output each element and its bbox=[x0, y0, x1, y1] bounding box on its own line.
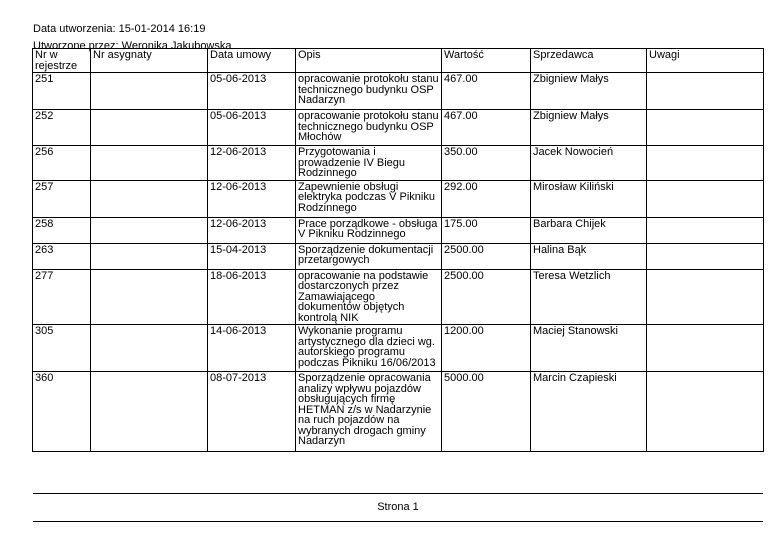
col-header-asygnata: Nr asygnaty bbox=[91, 49, 208, 73]
table-row bbox=[33, 110, 764, 146]
cell-uwagi bbox=[647, 110, 764, 146]
cell-asygnata bbox=[91, 180, 208, 217]
cell-wartosc: 2500.00 bbox=[442, 243, 531, 269]
cell-wartosc: 292.00 bbox=[442, 180, 531, 217]
cell-uwagi bbox=[647, 325, 764, 372]
cell-uwagi bbox=[647, 269, 764, 325]
col-header-sprzedawca: Sprzedawca bbox=[531, 49, 647, 73]
cell-wartosc: 467.00 bbox=[442, 110, 531, 146]
cell-nr: 258 bbox=[33, 217, 91, 243]
cell-wartosc: 5000.00 bbox=[442, 372, 531, 452]
cell-uwagi bbox=[647, 180, 764, 217]
cell-asygnata bbox=[91, 372, 208, 452]
cell-data: 18-06-2013 bbox=[208, 269, 296, 325]
cell-nr: 305 bbox=[33, 325, 91, 372]
cell-sprzedawca: Maciej Stanowski bbox=[531, 325, 647, 372]
cell-nr: 257 bbox=[33, 180, 91, 217]
footer-bottom-rule bbox=[33, 521, 763, 522]
cell-uwagi bbox=[647, 217, 764, 243]
cell-data: 08-07-2013 bbox=[208, 372, 296, 452]
cell-sprzedawca: Barbara Chijek bbox=[531, 217, 647, 243]
cell-sprzedawca: Mirosław Kiliński bbox=[531, 180, 647, 217]
cell-sprzedawca: Jacek Nowocień bbox=[531, 146, 647, 181]
table-row bbox=[33, 243, 764, 269]
col-header-nr: Nr w rejestrze bbox=[33, 49, 91, 73]
cell-asygnata bbox=[91, 217, 208, 243]
cell-data: 12-06-2013 bbox=[208, 217, 296, 243]
cell-opis: Wykonanie programu artystycznego dla dzieci wg. autorskiego programu podczas Pikniku 16/06/2013 bbox=[296, 325, 442, 372]
cell-nr: 256 bbox=[33, 146, 91, 181]
cell-uwagi bbox=[647, 372, 764, 452]
cell-sprzedawca: Zbigniew Małys bbox=[531, 110, 647, 146]
table-row bbox=[33, 180, 764, 217]
footer-top-rule bbox=[33, 493, 763, 494]
col-header-data: Data umowy bbox=[208, 49, 296, 73]
cell-data: 15-04-2013 bbox=[208, 243, 296, 269]
col-header-opis: Opis bbox=[296, 49, 442, 73]
cell-nr: 277 bbox=[33, 269, 91, 325]
cell-opis: Sporządzenie dokumentacji przetargowych bbox=[296, 243, 442, 269]
cell-opis: opracowanie na podstawie dostarczonych przez Zamawiającego dokumentów objętych kontrolą NIK bbox=[296, 269, 442, 325]
created-date-label: Data utworzenia: 15-01-2014 16:19 bbox=[33, 23, 206, 35]
cell-data: 12-06-2013 bbox=[208, 146, 296, 181]
cell-sprzedawca: Marcin Czapieski bbox=[531, 372, 647, 452]
cell-uwagi bbox=[647, 73, 764, 110]
cell-opis: opracowanie protokołu stanu technicznego budynku OSP Młochów bbox=[296, 110, 442, 146]
cell-wartosc: 350.00 bbox=[442, 146, 531, 181]
table-row bbox=[33, 73, 764, 110]
col-header-wartosc: Wartość bbox=[442, 49, 531, 73]
cell-opis: Prace porządkowe - obsługa V Pikniku Rodzinnego bbox=[296, 217, 442, 243]
page-number: Strona 1 bbox=[377, 501, 419, 513]
cell-wartosc: 2500.00 bbox=[442, 269, 531, 325]
cell-data: 05-06-2013 bbox=[208, 73, 296, 110]
cell-data: 12-06-2013 bbox=[208, 180, 296, 217]
cell-sprzedawca: Halina Bąk bbox=[531, 243, 647, 269]
table-row bbox=[33, 325, 764, 372]
register-table bbox=[32, 48, 764, 452]
cell-data: 05-06-2013 bbox=[208, 110, 296, 146]
table-row bbox=[33, 146, 764, 181]
cell-asygnata bbox=[91, 325, 208, 372]
cell-nr: 360 bbox=[33, 372, 91, 452]
table-row bbox=[33, 217, 764, 243]
cell-asygnata bbox=[91, 146, 208, 181]
cell-opis: Zapewnienie obsługi elektryka podczas V Pikniku Rodzinnego bbox=[296, 180, 442, 217]
author-label: Utworzone przez: Weronika Jakubowska bbox=[33, 40, 232, 52]
cell-data: 14-06-2013 bbox=[208, 325, 296, 372]
cell-asygnata bbox=[91, 73, 208, 110]
cell-uwagi bbox=[647, 243, 764, 269]
cell-asygnata bbox=[91, 269, 208, 325]
cell-nr: 251 bbox=[33, 73, 91, 110]
header-row bbox=[33, 49, 764, 73]
cell-asygnata bbox=[91, 243, 208, 269]
table-row bbox=[33, 269, 764, 325]
cell-asygnata bbox=[91, 110, 208, 146]
cell-wartosc: 175.00 bbox=[442, 217, 531, 243]
cell-opis: opracowanie protokołu stanu technicznego budynku OSP Nadarzyn bbox=[296, 73, 442, 110]
cell-uwagi bbox=[647, 146, 764, 181]
table-row bbox=[33, 372, 764, 452]
cell-nr: 252 bbox=[33, 110, 91, 146]
cell-wartosc: 467.00 bbox=[442, 73, 531, 110]
cell-opis: Sporządzenie opracowania analizy wpływu pojazdów obsługujących firmę HETMAN z/s w Nadarzynie na ruch pojazdów na wybranych drogach gminy Nadarzyn bbox=[296, 372, 442, 452]
cell-opis: Przygotowania i prowadzenie IV Biegu Rodzinnego bbox=[296, 146, 442, 181]
cell-wartosc: 1200.00 bbox=[442, 325, 531, 372]
col-header-uwagi: Uwagi bbox=[647, 49, 764, 73]
cell-sprzedawca: Zbigniew Małys bbox=[531, 73, 647, 110]
cell-sprzedawca: Teresa Wetzlich bbox=[531, 269, 647, 325]
cell-nr: 263 bbox=[33, 243, 91, 269]
